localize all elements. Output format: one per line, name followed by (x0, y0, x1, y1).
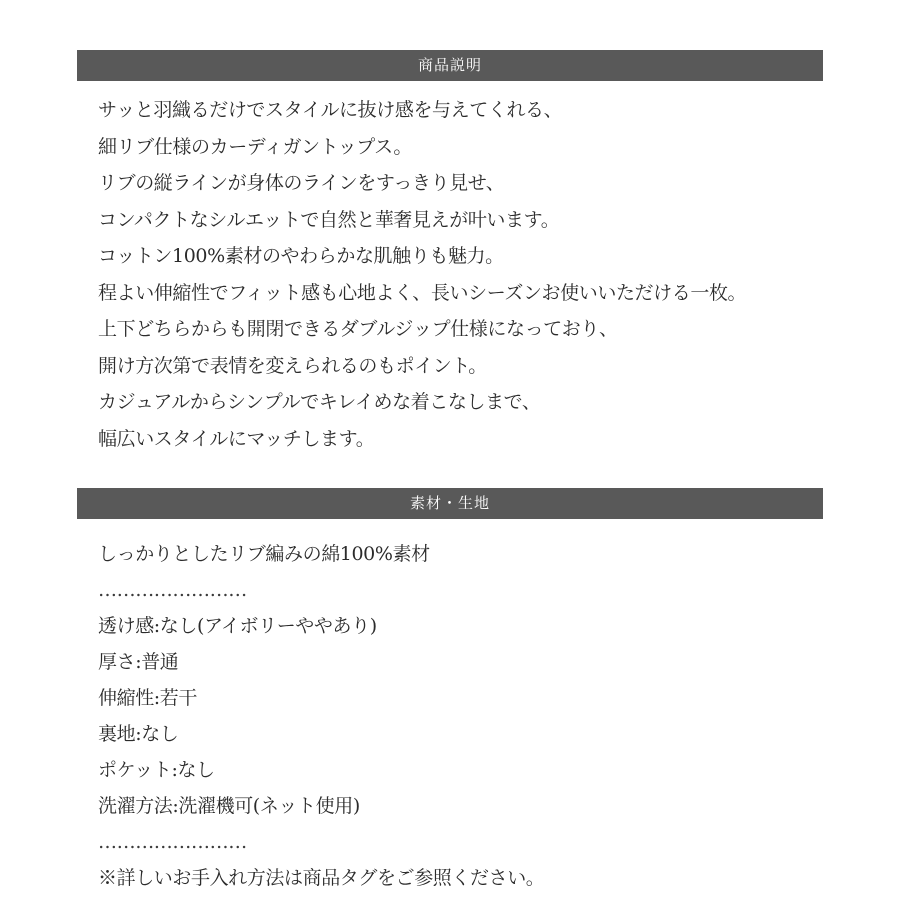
material-section-header: 素材・生地 (77, 488, 823, 519)
description-line: コットン100%素材のやわらかな肌触りも魅力。 (98, 245, 504, 267)
material-spec-thickness: 厚さ:普通 (98, 651, 179, 673)
material-spec-stretch: 伸縮性:若干 (98, 687, 198, 709)
dotted-separator: …………………… (98, 579, 247, 601)
description-line: 開け方次第で表情を変えられるのもポイント。 (98, 354, 487, 377)
dotted-separator: …………………… (98, 831, 247, 853)
description-line: 程よい伸縮性でフィット感も心地よく、長いシーズンお使いいただける一枚。 (98, 281, 747, 304)
material-spec-pocket: ポケット:なし (98, 759, 215, 781)
description-section-header: 商品説明 (77, 50, 823, 81)
description-line: 幅広いスタイルにマッチします。 (98, 427, 375, 450)
material-spec-transparency: 透け感:なし(アイボリーややあり) (98, 615, 377, 637)
care-note: ※詳しいお手入れ方法は商品タグをご参照ください。 (98, 867, 545, 889)
material-spec-lining: 裏地:なし (98, 723, 179, 745)
description-text (98, 92, 838, 457)
material-line: しっかりとしたリブ編みの綿100%素材 (98, 543, 430, 565)
description-line: サッと羽織るだけでスタイルに抜け感を与えてくれる、 (98, 99, 563, 121)
material-spec-washing: 洗濯方法:洗濯機可(ネット使用) (98, 795, 360, 817)
material-text (98, 536, 838, 896)
description-line: コンパクトなシルエットで自然と華奢見えが叶います。 (98, 208, 560, 231)
description-line: カジュアルからシンプルでキレイめな着こなしまで、 (98, 391, 541, 413)
description-line: 上下どちらからも開閉できるダブルジップ仕様になっており、 (98, 318, 618, 340)
description-line: リブの縦ラインが身体のラインをすっきり見せ、 (98, 172, 505, 194)
description-line: 細リブ仕様のカーディガントップス。 (98, 135, 412, 158)
